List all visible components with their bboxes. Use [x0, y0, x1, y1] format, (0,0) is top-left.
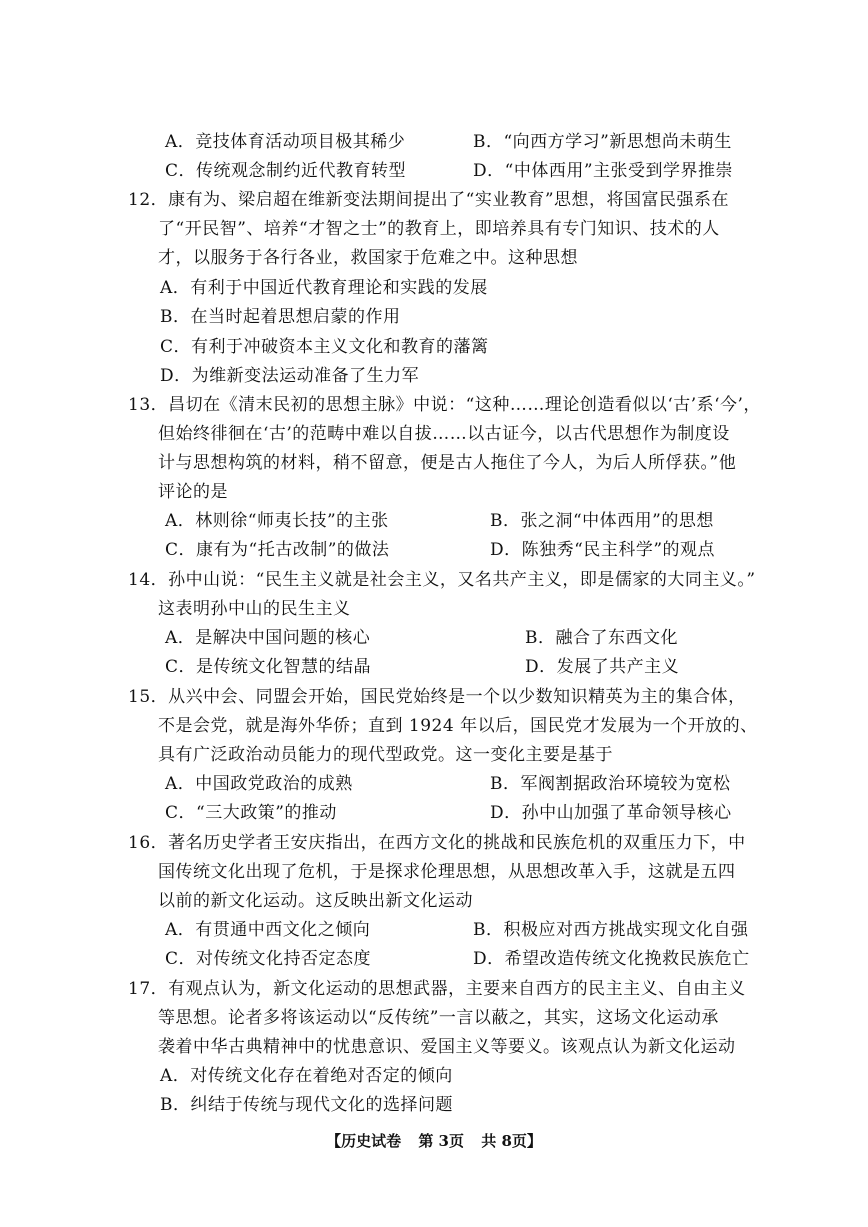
q13-stem-line-1: 13．昌切在《清末民初的思想主脉》中说：“这种……理论创造看似以‘古’系‘今’，	[128, 395, 761, 415]
q16-stem-line-3: 以前的新文化运动。这反映出新文化运动	[158, 891, 473, 911]
q13-stem-line-3: 计与思想构筑的材料，稍不留意，便是古人拖住了今人，为后人所俘获。”他	[158, 453, 737, 473]
q13-option-d: D．陈独秀“民主科学”的观点	[490, 540, 716, 560]
q12-option-d: D．为维新变法运动准备了生力军	[160, 366, 420, 386]
q13-stem-line-2: 但始终徘徊在‘古’的范畴中难以自拔……以古证今，以古代思想作为制度设	[158, 424, 730, 444]
q14-option-d: D．发展了共产主义	[525, 657, 680, 677]
q16-option-a: A．有贯通中西文化之倾向	[165, 920, 371, 940]
page-footer	[0, 1132, 868, 1150]
q15-option-b: B．军阀割据政治环境较为宽松	[490, 774, 731, 794]
q16-option-d: D．希望改造传统文化挽救民族危亡	[473, 949, 750, 969]
q15-option-c: C．“三大政策”的推动	[165, 803, 337, 823]
q17-stem-line-3: 袭着中华古典精神中的忧患意识、爱国主义等要义。该观点认为新文化运动	[158, 1037, 736, 1057]
q17-stem-line-1: 17．有观点认为，新文化运动的思想武器，主要来自西方的民主主义、自由主义	[128, 979, 746, 999]
q14-option-a: A．是解决中国问题的核心	[165, 628, 371, 648]
q15-stem-line-3: 具有广泛政治动员能力的现代型政党。这一变化主要是基于	[158, 745, 613, 765]
q12-stem-line-3: 才，以服务于各行各业，救国家于危难之中。这种思想	[158, 248, 578, 268]
footer-subject: 【历史试卷	[326, 1132, 402, 1150]
q14-option-c: C．是传统文化智慧的结晶	[165, 657, 372, 677]
q14-stem-line-2: 这表明孙中山的民生主义	[158, 599, 351, 619]
q16-option-c: C．对传统文化持否定态度	[165, 949, 372, 969]
q12-option-b: B．在当时起着思想启蒙的作用	[160, 307, 401, 327]
q13-option-c: C．康有为“托古改制”的做法	[165, 540, 390, 560]
q12-stem-line-1: 12．康有为、梁启超在维新变法期间提出了“实业教育”思想，将国富民强系在	[128, 190, 730, 210]
q16-option-b: B．积极应对西方挑战实现文化自强	[473, 920, 749, 940]
q11-option-a: A．竞技体育活动项目极其稀少	[165, 132, 406, 152]
q14-stem-line-1: 14．孙中山说：“民生主义就是社会主义，又名共产主义，即是儒家的大同主义。”	[128, 570, 756, 590]
q17-stem-line-2: 等思想。论者多将该运动以“反传统”一言以蔽之，其实，这场文化运动承	[158, 1008, 719, 1028]
q14-option-b: B．融合了东西文化	[525, 628, 678, 648]
q15-option-d: D．孙中山加强了革命领导核心	[490, 803, 732, 823]
q13-option-b: B．张之洞“中体西用”的思想	[490, 511, 714, 531]
q15-stem-line-2: 不是会党，就是海外华侨；直到 1924 年以后，国民党才发展为一个开放的、	[158, 716, 758, 736]
q17-option-a: A．对传统文化存在着绝对否定的倾向	[160, 1066, 453, 1086]
q12-option-c: C．有利于冲破资本主义文化和教育的藩篱	[160, 337, 489, 357]
q11-option-d: D．“中体西用”主张受到学界推崇	[473, 161, 734, 181]
q17-option-b: B．纠结于传统与现代文化的选择问题	[160, 1095, 453, 1115]
q12-stem-line-2: 了“开民智”、培养“才智之士”的教育上，即培养具有专门知识、技术的人	[158, 219, 720, 239]
footer-total-pages: 共 8页】	[481, 1132, 542, 1150]
q16-stem-line-2: 国传统文化出现了危机，于是探求伦理思想，从思想改革入手，这就是五四	[158, 862, 736, 882]
q11-option-b: B．“向西方学习”新思想尚未萌生	[473, 132, 732, 152]
q16-stem-line-1: 16．著名历史学者王安庆指出，在西方文化的挑战和民族危机的双重压力下，中	[128, 833, 746, 853]
q15-option-a: A．中国政党政治的成熟	[165, 774, 353, 794]
footer-page-number: 第 3页	[418, 1132, 464, 1150]
q13-option-a: A．林则徐“师夷长技”的主张	[165, 511, 389, 531]
q11-option-c: C．传统观念制约近代教育转型	[165, 161, 407, 181]
q13-stem-line-4: 评论的是	[158, 482, 228, 502]
q15-stem-line-1: 15．从兴中会、同盟会开始，国民党始终是一个以少数知识精英为主的集合体，	[128, 687, 746, 707]
q12-option-a: A．有利于中国近代教育理论和实践的发展	[160, 278, 488, 298]
